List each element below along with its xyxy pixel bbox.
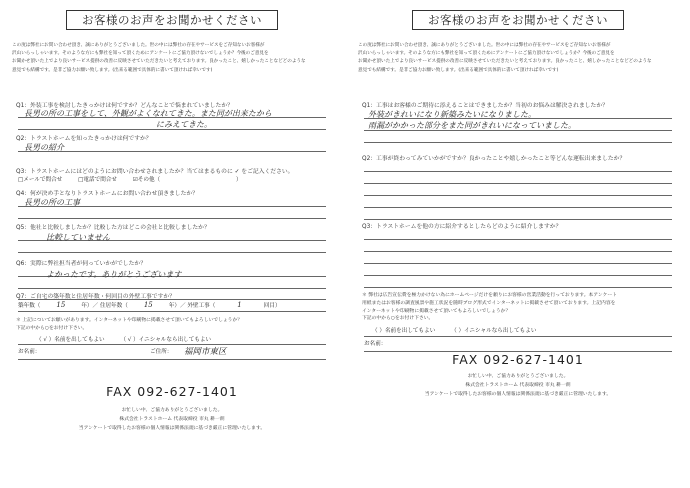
intro-text-right: この度は弊社にお問い合わせ頂き、誠にありがとうございました。世の中には弊社の存在やサービスをご存知ないお客様が 沢山いらっしゃいます。そのような方にも弊社を知って頂くためにアンケートにご協力頂けないでしょうか？今後のご意見を お聞かせ頂いた上でより良いサービス提供の改善に反映させていただきたいと考えております。良かったこと、嬉しかったことなどどのような 意見でも結構です。是非ご協力お願い致します。(出来る範囲で具体的に書いて頂ければ幸いです) bbox=[358, 43, 652, 73]
option-phone[interactable]: □電話で問合せ bbox=[78, 177, 117, 183]
right-name-row bbox=[364, 336, 672, 352]
answer-7-row: 築年数（ 15 年）／ 住居年数（ 15 年）／ 外壁工事（ 1 回目） bbox=[18, 299, 326, 312]
years-lived: 15 bbox=[143, 301, 153, 309]
right-consent-name[interactable]: （ ）名前を出してもよい bbox=[372, 328, 436, 334]
question-2: Q2：トラストホームを知ったきっかけは何ですか？ bbox=[16, 136, 152, 142]
right-answer-1-line2: 雨漏がかかった部分をまた同がきれいになっていました。 bbox=[368, 121, 576, 130]
survey-sheet-right bbox=[352, 8, 684, 480]
fax-number: FAX 092-627-1401 bbox=[106, 384, 238, 399]
right-question-2: Q2：工事が終わってみていかがですか？良かったことや嬉しかったこと等どんな運転出来ましたか？ bbox=[362, 156, 626, 162]
right-answer-2-lines bbox=[364, 160, 672, 220]
option-other[interactable]: ☑その他（ bbox=[132, 177, 161, 183]
survey-title: お客様のお声をお聞かせください bbox=[66, 10, 278, 30]
survey-title-right: お客様のお声をお聞かせください bbox=[412, 10, 624, 30]
answer-1-line2: にみえてきた。 bbox=[156, 120, 212, 129]
question-4: Q4：何が決め手となりトラストホームにお問い合わせ頂きましたか？ bbox=[16, 191, 198, 197]
right-footer-text: お忙しい中、ご協力ありがとうございました。 株式会社トラストホーム 代表取締役 市丸 耕一朗 当アンケートで取得したお客様の個人情報は関係法規に基づき厳正に管理いたします。 bbox=[424, 374, 612, 397]
name-label: お名前： bbox=[18, 349, 41, 355]
question-6: Q6：実際に弊社担当者が伺っていかがでしたか？ bbox=[16, 261, 146, 267]
footer-text: お忙しい中、ご協力ありがとうございました。 株式会社トラストホーム 代表取締役 市丸 耕一朗 当アンケートで取得したお客様の個人情報は関係法規に基づき厳正に管理いたします。 bbox=[78, 408, 266, 431]
intro-text: この度は弊社にお問い合わせ頂き、誠にありがとうございました。世の中には弊社の存在やサービスをご存知ないお客様が 沢山いらっしゃいます。そのような方にも弊社を知って頂くためにアンケートにご協力頂けないでしょうか？今後のご意見を お聞かせ頂いた上でより良いサービス提供の改善に反映させていただきたいと考えております。良かったこと、嬉しかったことなどどのような 意見でも結構です。是非ご協力お願い致します。(出来る範囲で具体的に書いて頂ければ幸いです) bbox=[12, 43, 306, 73]
right-consent-options bbox=[372, 326, 550, 334]
right-answer-3-lines bbox=[364, 228, 672, 288]
option-other-close: ） bbox=[235, 177, 242, 183]
question-3: Q3：トラストホームにはどのようにお問い合わせされましたか？当てはまるものに ✓ をご記入ください。 bbox=[16, 169, 294, 175]
question-5: Q5：他社と比較しましたか？比較した方はどこの会社と比較しましたか？ bbox=[16, 225, 210, 231]
right-fax-number: FAX 092-627-1401 bbox=[452, 352, 584, 367]
question-7: Q7：ご自宅の築年数と住居年数・何回目の外壁工事ですか？ bbox=[16, 294, 175, 300]
question-3-options bbox=[18, 175, 256, 183]
consent-initial[interactable]: （ √ ）イニシャルなら出してもよい bbox=[120, 337, 212, 343]
publish-notice: ＊ 上記についてお願いがあります。インターネットや印刷物に掲載させて頂いてもよろしいでしょうか？ 下記の中から○をお付け下さい。 bbox=[16, 318, 243, 331]
answer-1-line1: 長男の所の工事をして、外観がよくなれてきた。また同が出来たから bbox=[24, 109, 272, 118]
right-name-label: お名前： bbox=[364, 341, 387, 347]
consent-name[interactable]: （ √ ）名前を出してもよい bbox=[36, 337, 105, 343]
right-answer-1-line1: 外装がきれいになり新築みたいになりました。 bbox=[368, 110, 536, 119]
option-email[interactable]: □メールで問合せ bbox=[18, 177, 63, 183]
answer-4: 長男の所の工事 bbox=[24, 198, 80, 207]
answer-5: 比較していません bbox=[46, 233, 110, 242]
answer-6: よかったです。ありがとうございます bbox=[46, 270, 182, 279]
answer-2-lines bbox=[18, 140, 326, 152]
survey-sheet-left bbox=[6, 8, 338, 480]
years-built: 15 bbox=[56, 301, 66, 309]
consent-options bbox=[36, 335, 225, 343]
answer-2: 長男の紹介 bbox=[24, 143, 64, 152]
wall-work-count: 1 bbox=[237, 301, 242, 309]
address-label: ご住所： bbox=[150, 349, 173, 355]
right-publish-notice: ＊ 弊社は広告宣伝費を極力かけない為にホームページだけを頼りにお客様の営業活動を行っております。本アンケート 用紙またはお客様の調査風景や施工状況を随時ブログ形式でインターネットに掲載させて頂いております。上記内容を インターネットや印刷物に掲載させて頂いてもよろしいでしょうか？ 下記の中から○をお付け下さい。 bbox=[362, 293, 617, 322]
question-1: Q1：外装工事を検討したきっかけは何ですか？どんなことで悩まれていましたか？ bbox=[16, 103, 233, 109]
address-value: 福岡市東区 bbox=[184, 347, 227, 357]
name-address-row bbox=[18, 344, 326, 360]
right-question-1: Q1：工事はお客様のご期待に添えることはできましたか？当初のお悩みは解決されましたか？ bbox=[362, 103, 608, 109]
right-question-3: Q3：トラストホームを他の方に紹介するとしたらどのように紹介しますか？ bbox=[362, 224, 562, 230]
right-consent-initial[interactable]: （ ）イニシャルなら出してもよい bbox=[451, 328, 537, 334]
